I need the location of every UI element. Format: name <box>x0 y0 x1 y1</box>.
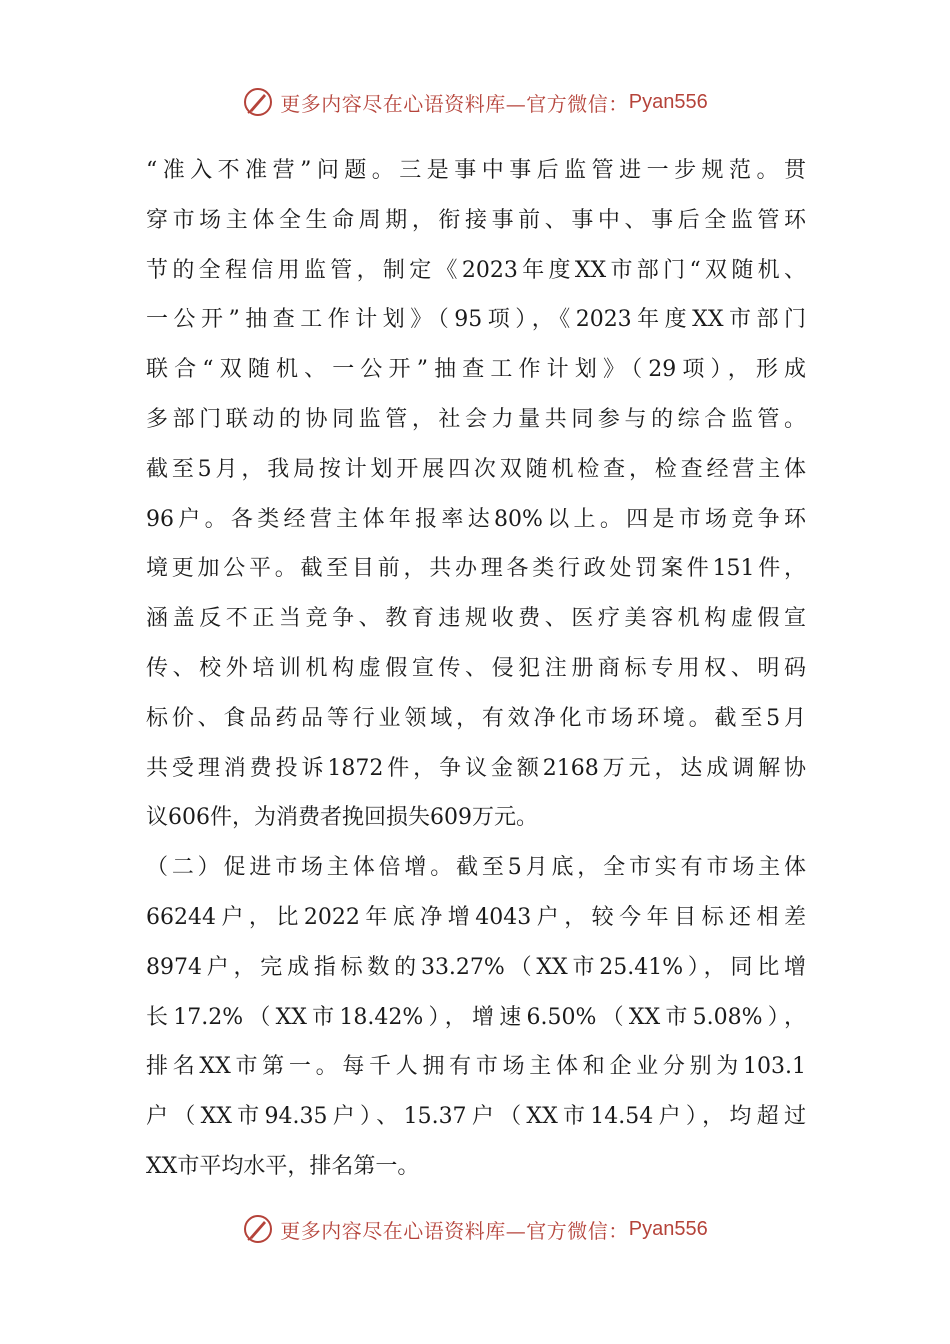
body-line: 户（XX市94.35户）、15.37户（XX市14.54户），均超过 <box>146 1104 806 1130</box>
body-line: XX市平均水平，排名第一。 <box>146 1153 420 1179</box>
body-line: 截至5月，我局按计划开展四次双随机检查，检查经营主体 <box>146 456 806 482</box>
body-line: 排名XX市第一。每千人拥有市场主体和企业分别为103.1 <box>146 1054 806 1080</box>
body-line: 标价、食品药品等行业领域，有效净化市场环境。截至5月 <box>146 705 806 731</box>
body-line: 66244户，比2022年底净增4043户，较今年目标还相差 <box>146 904 806 930</box>
document-body <box>146 146 806 1192</box>
body-line: 长17.2%（XX市18.42%），增速6.50%（XX市5.08%）， <box>146 1004 806 1030</box>
header-banner-text: 更多内容尽在心语资料库—官方微信： <box>280 91 629 116</box>
body-line: 多部门联动的协同监管，社会力量共同参与的综合监管。 <box>146 406 806 432</box>
body-line: 联合“双随机、一公开”抽查工作计划》（29项），形成 <box>146 357 806 383</box>
body-line: 穿市场主体全生命周期，衔接事前、事中、事后全监管环 <box>146 207 806 233</box>
body-line: （二）促进市场主体倍增。截至5月底，全市实有市场主体 <box>146 855 806 881</box>
footer-banner-text: 更多内容尽在心语资料库—官方微信： <box>280 1218 629 1243</box>
body-line: 8974户，完成指标数的33.27%（XX市25.41%），同比增 <box>146 954 806 980</box>
quill-logo-icon <box>242 86 274 118</box>
body-line: 议606件，为消费者挽回损失609万元。 <box>146 805 538 831</box>
body-line: 共受理消费投诉1872件，争议金额2168万元，达成调解协 <box>146 755 806 781</box>
body-line: “准入不准营”问题。三是事中事后监管进一步规范。贯 <box>146 158 806 183</box>
footer-banner-handle: Pyan556 <box>628 1217 708 1240</box>
body-line: 传、校外培训机构虚假宣传、侵犯注册商标专用权、明码 <box>146 655 806 681</box>
header-banner-handle: Pyan556 <box>628 90 708 113</box>
footer-banner <box>0 1209 950 1249</box>
header-banner <box>0 82 950 122</box>
quill-logo-icon <box>242 1213 274 1245</box>
body-line: 一公开”抽查工作计划》（95项），《2023年度XX市部门 <box>146 307 806 333</box>
body-line: 境更加公平。截至目前，共办理各类行政处罚案件151件， <box>146 556 806 582</box>
body-line: 96户。各类经营主体年报率达80%以上。四是市场竞争环 <box>146 506 806 532</box>
body-line: 节的全程信用监管，制定《2023年度XX市部门“双随机、 <box>146 257 806 283</box>
body-line: 涵盖反不正当竞争、教育违规收费、医疗美容机构虚假宣 <box>146 606 806 632</box>
